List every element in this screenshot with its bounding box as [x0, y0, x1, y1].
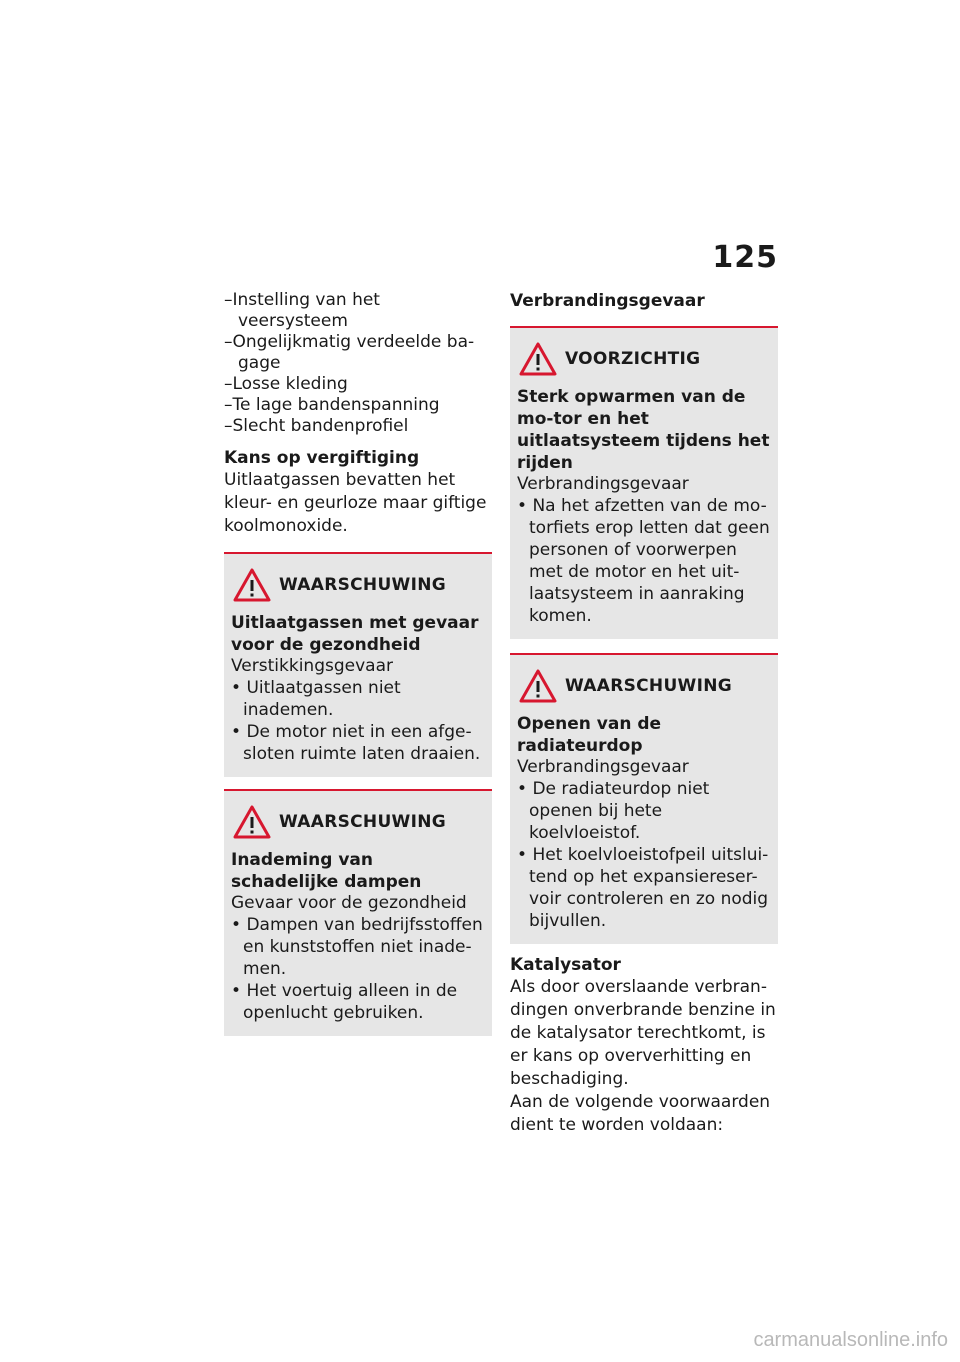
bullet-item: • De radiateurdop niet openen bij hete koelvloeistof.: [517, 778, 770, 844]
warning-triangle-icon: [519, 669, 557, 703]
box-header: [231, 568, 484, 602]
list-item: – Te lage bandenspanning: [224, 395, 492, 416]
section-heading: Katalysator: [510, 955, 621, 975]
bullet-list: [517, 495, 770, 627]
bullet-item: • Het voertuig alleen in de openlucht gebruiken.: [231, 980, 484, 1024]
box-header: [231, 805, 484, 839]
box-subject: Uitlaatgassen met gevaar voor de gezondheid: [231, 613, 479, 655]
warning-triangle-icon: [233, 568, 271, 602]
box-kind: Verbrandingsgevaar: [517, 757, 689, 777]
bullet-item: • Uitlaatgassen niet inademen.: [231, 677, 484, 721]
list-item: – Ongelijkmatig verdeelde ba-gage: [224, 332, 492, 374]
box-title: WAARSCHUWING: [279, 575, 447, 595]
list-item: – Slecht bandenprofiel: [224, 416, 492, 437]
box-title: VOORZICHTIG: [565, 349, 701, 369]
section-text: Uitlaatgassen bevatten het kleur- en geurloze maar giftige koolmonoxide.: [224, 470, 487, 536]
box-title: WAARSCHUWING: [565, 676, 733, 696]
box-header: [517, 669, 770, 703]
section-heading: Kans op vergiftiging: [224, 448, 420, 468]
list-item: – Losse kleding: [224, 374, 492, 395]
box-header: [517, 342, 770, 376]
section-text: Aan de volgende voorwaarden dient te worden voldaan:: [510, 1092, 771, 1135]
bullet-item: • Dampen van bedrijfsstoffen en kunststoffen niet inade-men.: [231, 914, 484, 980]
bullet-item: • Het koelvloeistofpeil uitslui-tend op het expansiereser-voir controleren en zo nodig bijvullen.: [517, 844, 770, 932]
bullet-list: [231, 677, 484, 765]
watermark: carmanualsonline.info: [753, 1329, 948, 1351]
page-number: 125: [712, 240, 778, 275]
warning-box: [224, 552, 492, 777]
box-subject: Inademing van schadelijke dampen: [231, 850, 422, 892]
box-kind: Gevaar voor de gezondheid: [231, 893, 467, 913]
section-text: Als door overslaande verbran-dingen onverbrande benzine in de katalysator terechtkomt, is er kans op oververhitting en beschadiging.: [510, 977, 776, 1089]
box-subject: Sterk opwarmen van de mo-tor en het uitlaatsysteem tijdens het rijden: [517, 387, 770, 473]
left-column: [224, 290, 492, 1036]
right-column: [510, 290, 778, 1137]
section-heading: Verbrandingsgevaar: [510, 291, 705, 311]
list-item: – Instelling van het veersysteem: [224, 290, 492, 332]
bullet-item: • De motor niet in een afge-sloten ruimte laten draaien.: [231, 721, 484, 765]
warning-box: [224, 789, 492, 1036]
box-kind: Verstikkingsgevaar: [231, 656, 393, 676]
box-kind: Verbrandingsgevaar: [517, 474, 689, 494]
risk-list: [224, 290, 492, 437]
warning-triangle-icon: [519, 342, 557, 376]
box-title: WAARSCHUWING: [279, 812, 447, 832]
bullet-item: • Na het afzetten van de mo-torfiets erop letten dat geen personen of voorwerpen met de motor en het uit-laatsysteem in aanraking komen.: [517, 495, 770, 627]
box-subject: Openen van de radiateurdop: [517, 714, 662, 756]
warning-box: [510, 653, 778, 944]
caution-box: [510, 326, 778, 639]
warning-triangle-icon: [233, 805, 271, 839]
bullet-list: [517, 778, 770, 932]
bullet-list: [231, 914, 484, 1024]
